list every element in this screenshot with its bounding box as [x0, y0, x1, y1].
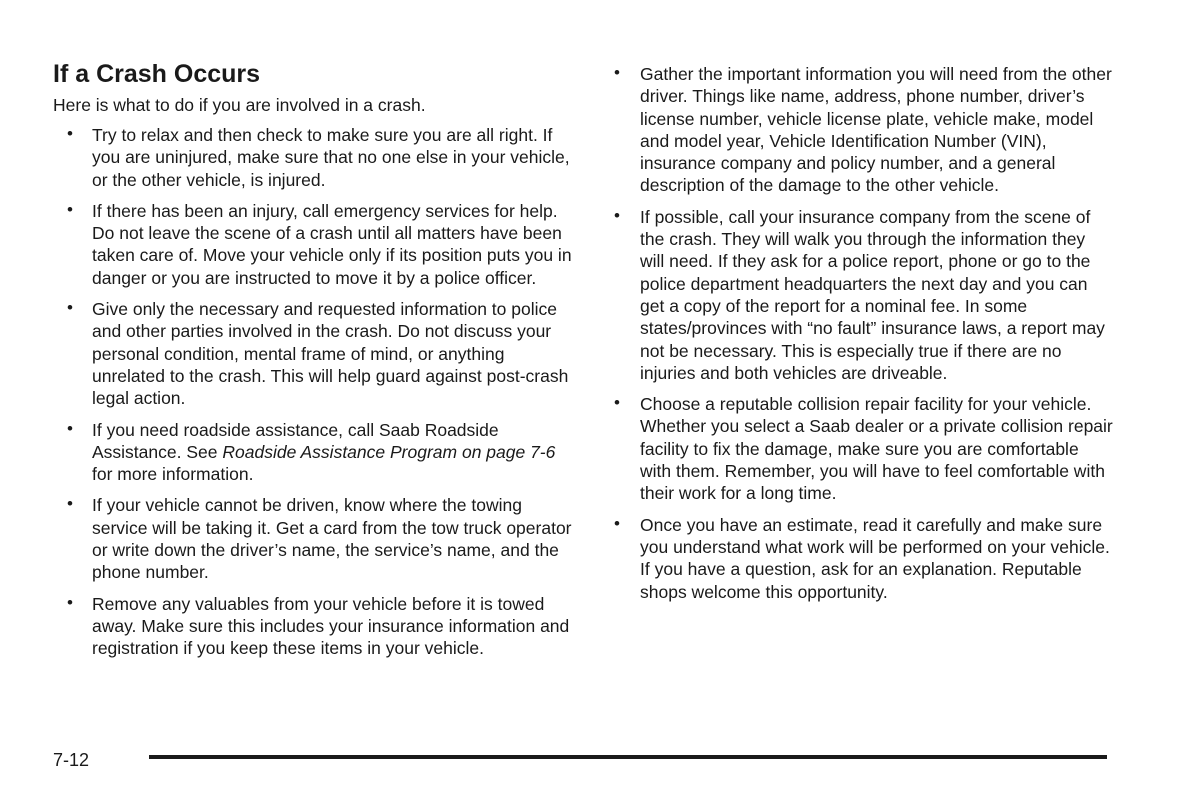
list-item — [614, 393, 1114, 504]
list-item-text: Remove any valuables from your vehicle before it is towed away. Make sure this includes your insurance information and registration if you keep these items in your vehicle. — [92, 593, 570, 659]
list-item-text: If there has been an injury, call emergency services for help. Do not leave the scene of a crash until all matters have been taken care of. Move your vehicle only if its position puts you in danger or you are instructed to move it by a police officer. — [92, 200, 572, 288]
list-item-text: Try to relax and then check to make sure you are all right. If you are uninjured, make sure that no one else in your vehicle, or the other vehicle, is injured. — [92, 125, 570, 190]
list-item-text: If possible, call your insurance company from the scene of the crash. They will walk you through the information they will need. If they ask for a police report, phone or go to the police department headquarters the next day and you can get a copy of the report for a nominal fee. In some states/provinces with “no fault” insurance laws, a report may not be necessary. This is especially true if there are no injuries and both vehicles are driveable. — [640, 206, 1105, 383]
list-item — [614, 63, 1114, 197]
left-column — [53, 60, 573, 669]
list-item — [53, 593, 573, 660]
footer-divider — [149, 755, 1107, 759]
section-title: If a Crash Occurs — [53, 60, 261, 88]
bullet-icon: • — [614, 205, 620, 225]
list-item — [614, 514, 1114, 603]
list-item-text-before: If you need roadside assistance, call Saab Roadside Assistance. See — [92, 419, 499, 462]
list-item — [614, 206, 1114, 384]
cross-reference-link[interactable]: Roadside Assistance Program on page 7-6 — [222, 441, 556, 462]
bullet-icon: • — [67, 418, 73, 438]
bullet-icon: • — [67, 199, 73, 219]
list-item-text: If your vehicle cannot be driven, know where the towing service will be taking it. Get a card from the tow truck operator or write down the driver’s name, the service’s name, and the phone number. — [92, 495, 572, 583]
list-item — [53, 200, 573, 289]
page-number: 7-12 — [53, 750, 90, 770]
right-column — [614, 63, 1114, 612]
section-intro: Here is what to do if you are involved in a crash. — [53, 95, 426, 115]
bullet-icon: • — [614, 393, 620, 413]
bullet-icon: • — [614, 63, 620, 82]
list-item — [53, 124, 573, 191]
bullet-icon: • — [67, 494, 73, 514]
list-item-text: Give only the necessary and requested information to police and other parties involved in the crash. Do not discuss your personal condition, mental frame of mind, or anything unrelated to the crash. This will help guard against post-crash legal action. — [92, 299, 569, 409]
bullet-icon: • — [67, 298, 73, 318]
list-item-text-after: for more information. — [92, 464, 254, 485]
bullet-icon: • — [67, 124, 73, 143]
list-item-text: Choose a reputable collision repair facility for your vehicle. Whether you select a Saab dealer or a private collision repair facility to fix the damage, make sure you are comfortable with them. Remember, you will have to feel comfortable with their work for a long time. — [640, 394, 1113, 504]
right-bullet-list — [614, 63, 1114, 603]
bullet-icon: • — [67, 592, 73, 612]
list-item-text: Gather the important information you will need from the other driver. Things like name, address, phone number, driver’s license number, vehicle license plate, vehicle make, model and model year, Vehicle Identification Number (VIN), insurance company and policy number, and a general description of the damage to the other vehicle. — [640, 64, 1112, 196]
list-item — [53, 419, 573, 486]
list-item — [53, 298, 573, 409]
list-item-text: Once you have an estimate, read it carefully and make sure you understand what work will be performed on your vehicle. If you have a question, ask for an explanation. Reputable shops welcome this opportunity. — [640, 514, 1110, 602]
list-item — [53, 494, 573, 583]
bullet-icon: • — [614, 513, 620, 533]
left-bullet-list — [53, 124, 573, 660]
